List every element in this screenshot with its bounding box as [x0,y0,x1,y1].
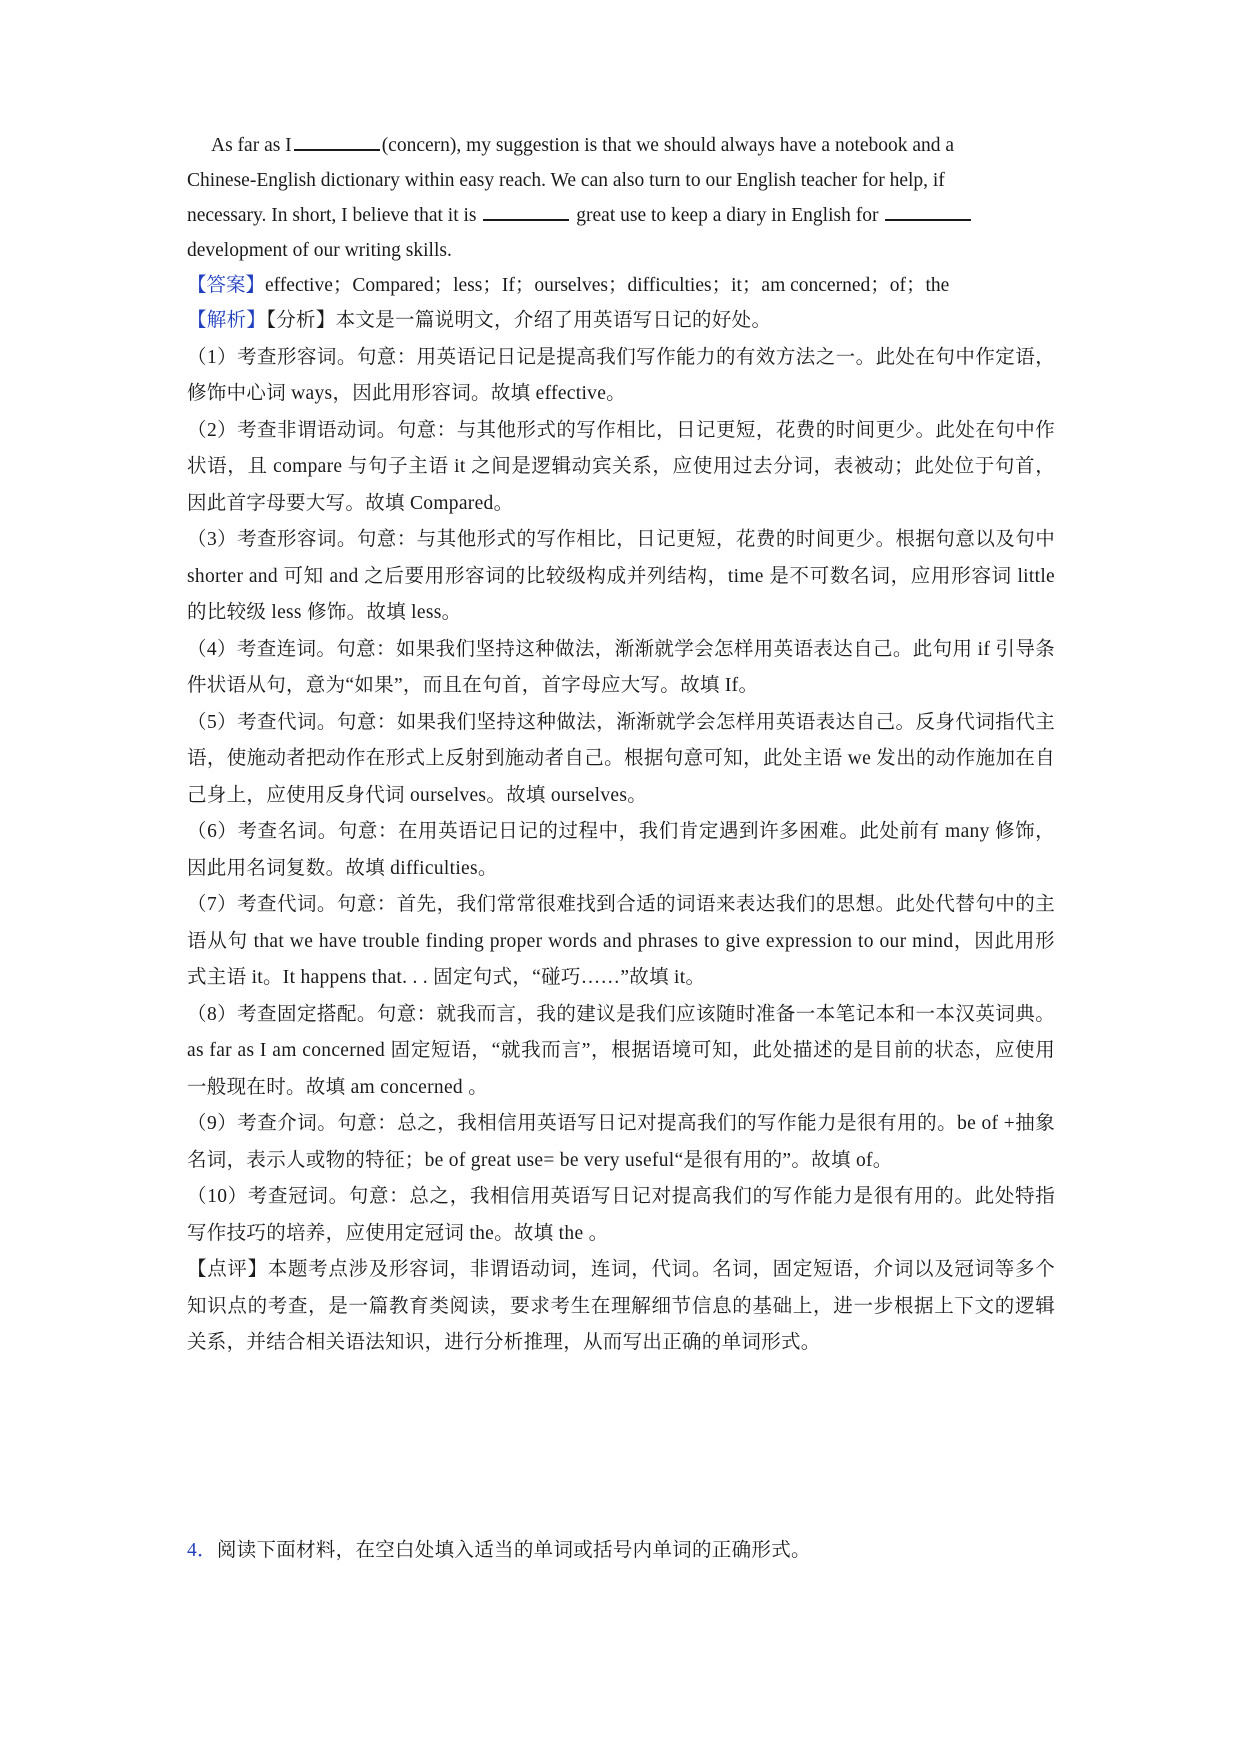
analysis-item: （7）考查代词。句意：首先，我们常常很难找到合适的词语来表达我们的思想。此处代替句中的主语从句 that we have trouble finding proper words and phrases to give expression to our mind，因此用形式主语 it。It happens that. . . 固定句式，“碰巧……”故填 it。 [187,894,1055,988]
analysis-item: （2）考查非谓语动词。句意：与其他形式的写作相比，日记更短，花费的时间更少。此处在句中作状语，且 compare 与句子主语 it 之间是逻辑动宾关系，应使用过去分词，表被动；此处位于句首，因此首字母要大写。故填 Compared。 [187,419,1055,514]
question-number: 4． [187,1540,217,1561]
analysis-item: （1）考查形容词。句意：用英语记日记是提高我们写作能力的有效方法之一。此处在句中作定语，修饰中心词 ways，因此用形容词。故填 effective。 [187,346,1055,404]
comment-paragraph: 【点评】本题考点涉及形容词，非谓语动词，连词，代词。名词，固定短语，介词以及冠词等多个知识点的考查，是一篇教育类阅读，要求考生在理解细节信息的基础上，进一步根据上下文的逻辑关系，并结合相关语法知识，进行分析推理，从而写出正确的单词形式。 [187,1259,1055,1353]
answer-label: 【答案】 [187,275,266,296]
question-4 [187,1534,1055,1562]
analysis-intro-line [187,303,1055,340]
answer-section [187,268,1055,303]
answer-text: effective；Compared；less；If；ourselves；difficulties；it；am concerned；of；the [265,275,950,296]
analysis-item: （9）考查介词。句意：总之，我相信用英语写日记对提高我们的写作能力是很有用的。be of +抽象名词，表示人或物的特征；be of great use= be very useful“是很有用的”。故填 of。 [187,1113,1055,1171]
analysis-item: （4）考查连词。句意：如果我们坚持这种做法，渐渐就学会怎样用英语表达自己。此句用 if 引导条件状语从句，意为“如果”，而且在句首，首字母应大写。故填 If。 [187,638,1055,696]
answer-blank [483,203,569,221]
passage-line-4: development of our writing skills. [187,240,452,261]
passage-line-3 [187,198,1055,233]
answer-blank [294,133,380,151]
passage-line-1 [187,128,1055,163]
analysis-label: 【解析】 [187,310,267,331]
question-instruction: 阅读下面材料，在空白处填入适当的单词或括号内单词的正确形式。 [216,1540,811,1561]
passage-text: As far as I [211,135,292,156]
passage-line-2: Chinese-English dictionary within easy reach. We can also turn to our English teacher for help, if [187,170,945,191]
analysis-item: （10）考查冠词。句意：总之，我相信用英语写日记对提高我们的写作能力是很有用的。此处特指写作技巧的培养，应使用定冠词 the。故填 the 。 [187,1186,1055,1244]
answer-blank [885,203,971,221]
passage [187,128,1055,268]
document-page [187,128,1055,1362]
passage-text: necessary. In short, I believe that it is [187,205,477,226]
analysis-items [187,340,1055,1253]
analysis-item: （5）考查代词。句意：如果我们坚持这种做法，渐渐就学会怎样用英语表达自己。反身代词指代主语，使施动者把动作在形式上反射到施动者自己。根据句意可知，此处主语 we 发出的动作施加在自己身上，应使用反身代词 ourselves。故填 ourselves。 [187,711,1055,806]
analysis-item: （8）考查固定搭配。句意：就我而言，我的建议是我们应该随时准备一本笔记本和一本汉英词典。as far as I am concerned 固定短语，“就我而言”，根据语境可知，此处描述的是目前的状态，应使用一般现在时。故填 am concerned 。 [187,1003,1055,1098]
analysis-intro: 【分析】本文是一篇说明文，介绍了用英语写日记的好处。 [266,310,772,331]
analysis-item: （6）考查名词。句意：在用英语记日记的过程中，我们肯定遇到许多困难。此处前有 many 修饰，因此用名词复数。故填 difficulties。 [187,821,1055,879]
analysis-item: （3）考查形容词。句意：与其他形式的写作相比，日记更短，花费的时间更少。根据句意以及句中 shorter and 可知 and 之后要用形容词的比较级构成并列结构，time 是不可数名词，应用形容词 little 的比较级 less 修饰。故填 less。 [187,529,1055,623]
passage-text: (concern), my suggestion is that we should always have a notebook and a [381,135,955,156]
passage-text: great use to keep a diary in English for [576,205,879,226]
